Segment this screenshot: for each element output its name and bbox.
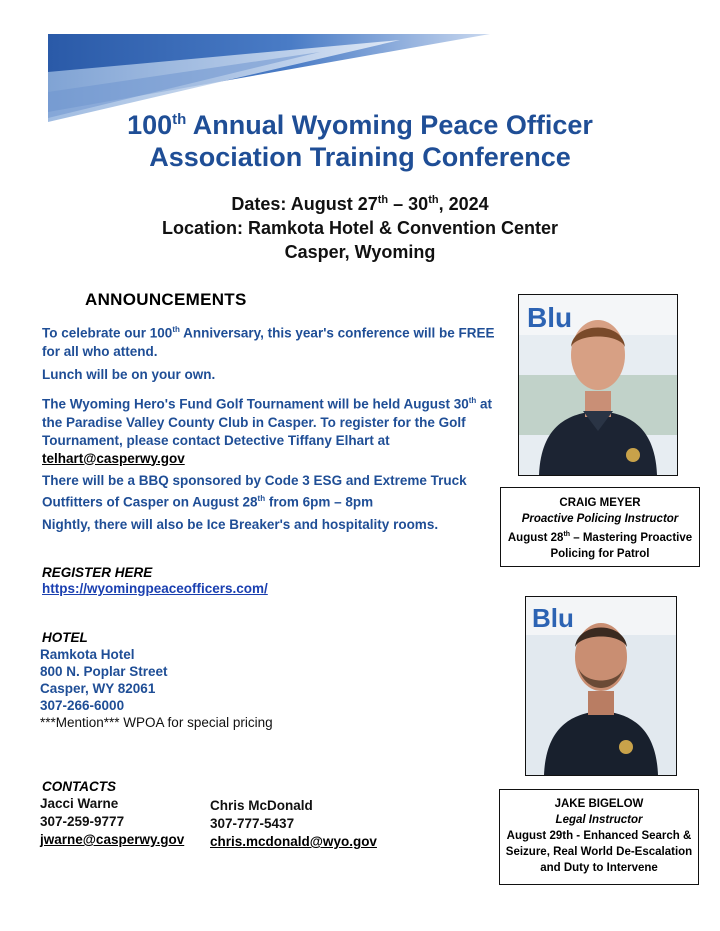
session-sup: th bbox=[563, 531, 571, 538]
officer-portrait-icon bbox=[526, 597, 676, 775]
announcement-bbq bbox=[42, 472, 508, 512]
title-number: 100 bbox=[127, 110, 173, 140]
speaker-session bbox=[501, 527, 699, 562]
contacts-heading-text: CONTACTS bbox=[42, 779, 116, 794]
contacts-heading bbox=[42, 778, 116, 796]
speaker-photo-craig-meyer bbox=[518, 294, 678, 476]
p4-text-cont: from 6pm – 8pm bbox=[265, 494, 374, 510]
title-ordinal: th bbox=[172, 111, 187, 128]
p3-text: The Wyoming Hero's Fund Golf Tournament will be held August 30 bbox=[42, 396, 469, 412]
speaker-caption-jake-bigelow bbox=[499, 789, 699, 885]
svg-text:Blu: Blu bbox=[532, 603, 574, 633]
speaker-name: JAKE BIGELOW bbox=[554, 798, 644, 810]
announcements-heading: ANNOUNCEMENTS bbox=[85, 290, 247, 309]
dates-sup1: th bbox=[377, 194, 389, 206]
p1-text: To celebrate our 100 bbox=[42, 325, 173, 341]
session-title: – Mastering Proactive Policing for Patrol bbox=[550, 531, 693, 560]
title-line1: Annual Wyoming Peace Officer bbox=[186, 110, 593, 140]
announcement-anniversary bbox=[42, 321, 508, 361]
announcement-lunch: Lunch will be on your own. bbox=[42, 367, 216, 382]
contact-card bbox=[210, 797, 377, 851]
title-line2: Association Training Conference bbox=[149, 142, 571, 172]
event-details bbox=[0, 188, 720, 264]
contact-email-link[interactable]: jwarne@casperwy.gov bbox=[40, 832, 185, 847]
event-city: Casper, Wyoming bbox=[284, 242, 436, 262]
register-section bbox=[42, 565, 268, 598]
hotel-info bbox=[40, 646, 273, 731]
svg-text:Blu: Blu bbox=[527, 302, 573, 333]
dates-sup2: th bbox=[428, 194, 439, 206]
event-location: Location: Ramkota Hotel & Convention Center bbox=[161, 218, 559, 238]
register-heading: REGISTER HERE bbox=[42, 565, 153, 580]
speaker-name: CRAIG MEYER bbox=[559, 497, 641, 509]
page-title bbox=[0, 104, 720, 173]
speaker-role: Legal Instructor bbox=[555, 814, 643, 826]
contact-card bbox=[40, 795, 184, 849]
hotel-note: ***Mention*** WPOA for special pricing bbox=[40, 715, 273, 730]
hotel-phone: 307-266-6000 bbox=[40, 698, 125, 713]
speaker-role: Proactive Policing Instructor bbox=[521, 513, 679, 525]
dates-start: Dates: August 27 bbox=[231, 194, 378, 214]
event-dates bbox=[0, 188, 720, 216]
p4-text: There will be a BBQ sponsored by Code 3 ESG and Extreme Truck Outfitters of Casper on August 28 bbox=[42, 473, 467, 510]
speaker-session: August 29th - Enhanced Search & Seizure, Real World De-Escalation and Duty to Intervene bbox=[505, 830, 693, 874]
announcement-nightly: Nightly, there will also be Ice Breaker's and hospitality rooms. bbox=[42, 517, 439, 532]
speaker-caption-craig-meyer bbox=[500, 487, 700, 567]
officer-portrait-icon bbox=[519, 295, 677, 475]
p1-text-cont: Anniversary, this year's conference will be FREE for all who attend. bbox=[42, 325, 495, 359]
dates-mid: – 30 bbox=[388, 194, 429, 214]
p3-text-cont: at the Paradise Valley County Club in Casper. To register for the Golf Tournament, please contact Detective Tiffany Elhart at bbox=[42, 396, 493, 448]
hotel-name: Ramkota Hotel bbox=[40, 647, 135, 662]
p4-sup: th bbox=[257, 494, 266, 503]
hotel-street: 800 N. Poplar Street bbox=[40, 664, 168, 679]
contact-name: Jacci Warne bbox=[40, 796, 119, 811]
register-link[interactable]: https://wyomingpeaceofficers.com/ bbox=[42, 581, 268, 596]
session-date: August 28 bbox=[507, 531, 564, 544]
contact-phone: 307-259-9777 bbox=[40, 814, 125, 829]
speaker-photo-jake-bigelow bbox=[525, 596, 677, 776]
contact-email-link[interactable]: chris.mcdonald@wyo.gov bbox=[210, 834, 377, 849]
dates-year: , 2024 bbox=[438, 194, 489, 214]
contact-phone: 307-777-5437 bbox=[210, 816, 295, 831]
hotel-city: Casper, WY 82061 bbox=[40, 681, 156, 696]
announcement-golf bbox=[42, 392, 508, 468]
hotel-heading-text: HOTEL bbox=[42, 630, 88, 645]
golf-contact-email-link[interactable]: telhart@casperwy.gov bbox=[42, 450, 185, 466]
contact-name: Chris McDonald bbox=[210, 798, 313, 813]
p3-sup: th bbox=[468, 396, 477, 405]
p1-sup: th bbox=[172, 325, 180, 334]
hotel-heading bbox=[42, 629, 88, 647]
